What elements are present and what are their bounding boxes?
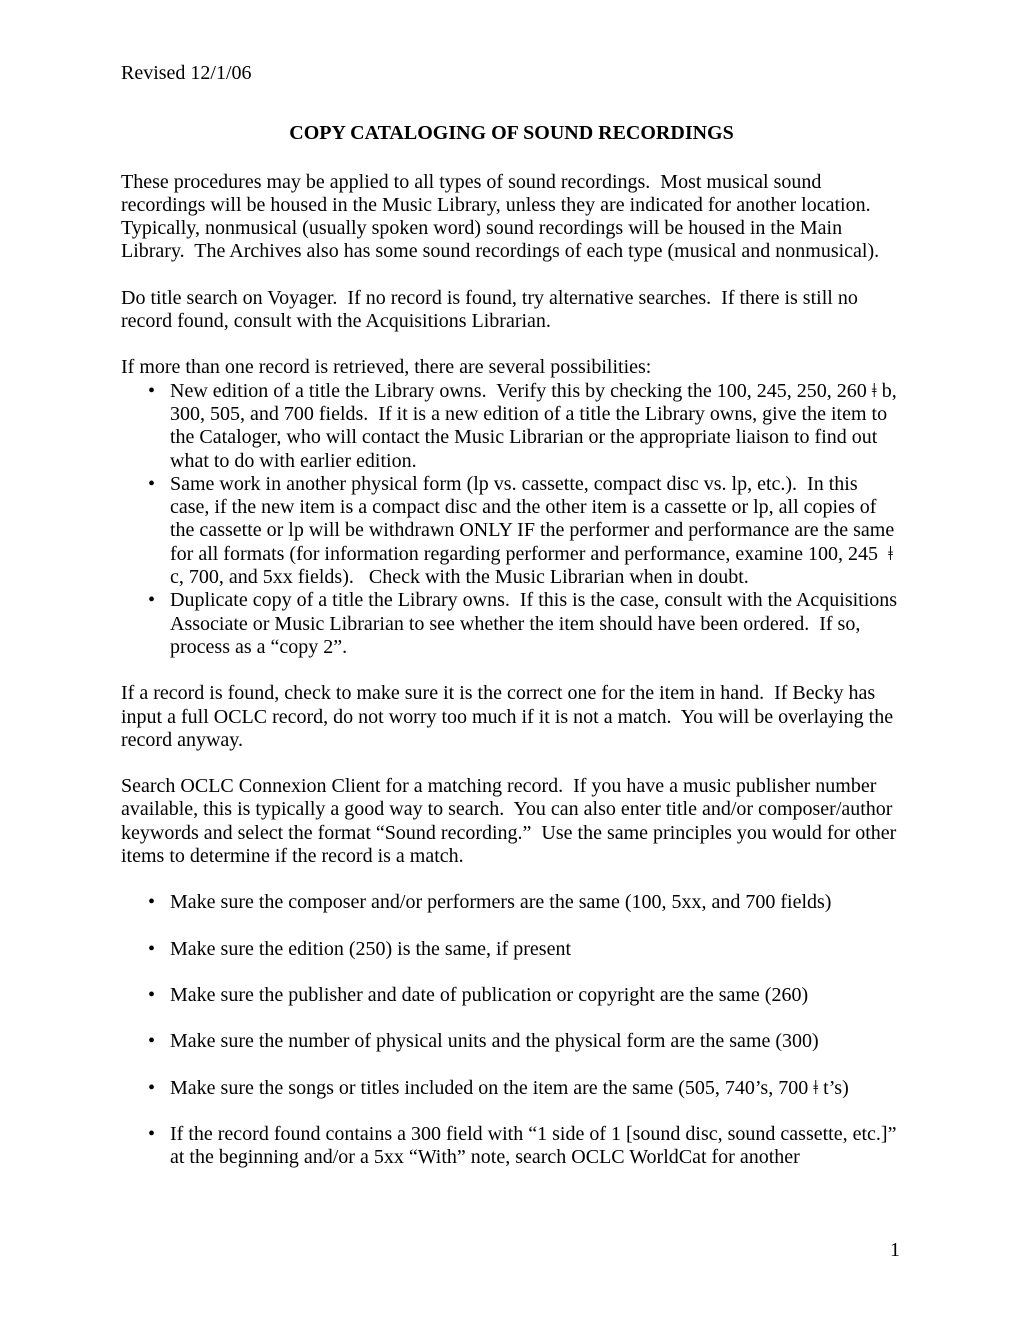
paragraph-multiple-records: If more than one record is retrieved, there are several possibilities: xyxy=(121,356,652,379)
paragraph-voyager-search: Do title search on Voyager. If no record is found, try alternative searches. If there is still no record found, consult with the Acquisitions Librarian. xyxy=(121,286,863,333)
paragraph-record-found: If a record is found, check to make sure it is the correct one for the item in hand. If Becky has input a full OCLC record, do not worry too much if it is not a match. You will be overlaying the record anyway. xyxy=(121,682,899,751)
possibilities-bullet-list xyxy=(121,380,902,660)
revision-date: Revised 12/1/06 xyxy=(121,62,252,84)
match-checklist-bullet-list xyxy=(121,891,902,1169)
bullet-item: • Make sure the number of physical units and the physical form are the same (300) xyxy=(121,1030,902,1053)
paragraph-intro: These procedures may be applied to all types of sound recordings. Most musical sound recordings will be housed in the Music Library, unless they are indicated for another location. Typically, nonmusical (usually spoken word) sound recordings will be housed in the Main Library. The Archives also has some sound recordings of each type (musical and nonmusical). xyxy=(121,170,881,263)
page-number: 1 xyxy=(890,1238,900,1261)
bullet-item: • If the record found contains a 300 field with “1 side of 1 [sound disc, sound cassette, etc.]” at the beginning and/or a 5xx “With” note, search OCLC WorldCat for another xyxy=(121,1123,902,1170)
paragraph-oclc-search: Search OCLC Connexion Client for a matching record. If you have a music publisher number available, this is typically a good way to search. You can also enter title and/or composer/author keywords and select the format “Sound recording.” Use the same principles you would for other items to determine if the record is a match. xyxy=(121,775,902,868)
document-title: COPY CATALOGING OF SOUND RECORDINGS xyxy=(289,122,734,145)
bullet-item: • Duplicate copy of a title the Library owns. If this is the case, consult with the Acquisitions Associate or Music Librarian to see whether the item should have been ordered. If so, process as a “copy 2”. xyxy=(121,589,902,659)
bullet-item: • New edition of a title the Library owns. Verify this by checking the 100, 245, 250, 260 ǂ b, 300, 505, and 700 fields. If it is a new edition of a title the Library owns, give the item to the Cataloger, who will contact the Music Librarian or the appropriate liaison to find out what to do with earlier edition. xyxy=(121,380,902,473)
bullet-item: • Make sure the composer and/or performers are the same (100, 5xx, and 700 fields) xyxy=(121,891,902,914)
bullet-item: • Make sure the edition (250) is the same, if present xyxy=(121,938,902,961)
bullet-item: • Same work in another physical form (lp vs. cassette, compact disc vs. lp, etc.). In this case, if the new item is a compact disc and the other item is a cassette or lp, all copies of the cassette or lp will be withdrawn ONLY IF the performer and performance are the same for all formats (for information regarding performer and performance, examine 100, 245 ǂ c, 700, and 5xx fields). Check with the Music Librarian when in doubt. xyxy=(121,473,902,589)
bullet-item: • Make sure the publisher and date of publication or copyright are the same (260) xyxy=(121,984,902,1007)
bullet-item: • Make sure the songs or titles included on the item are the same (505, 740’s, 700 ǂ t’s) xyxy=(121,1077,902,1100)
